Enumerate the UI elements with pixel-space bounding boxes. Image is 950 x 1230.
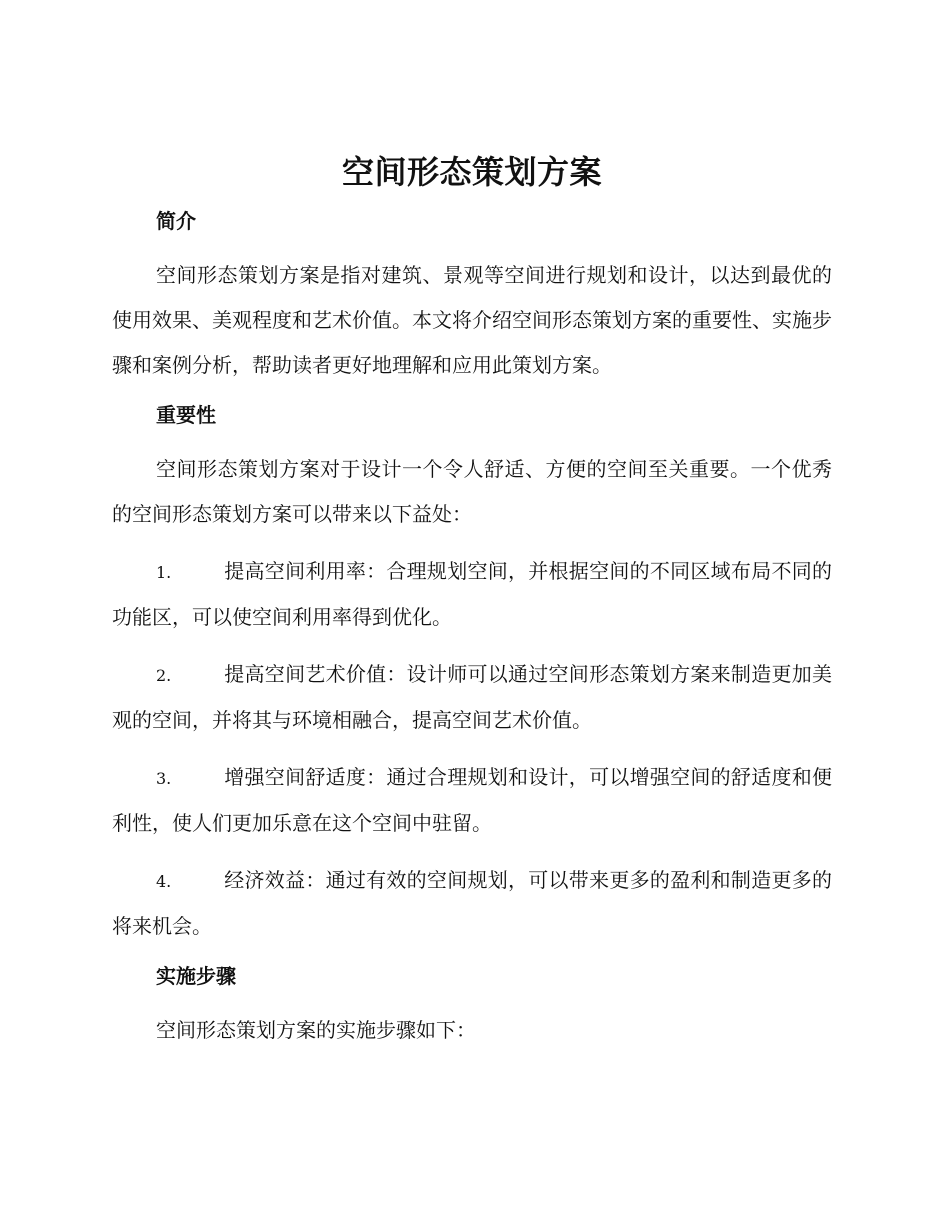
list-item (112, 755, 832, 846)
list-number: 1. (156, 563, 172, 582)
intro-paragraph: 空间形态策划方案是指对建筑、景观等空间进行规划和设计，以达到最优的使用效果、美观程度和艺术价值。本文将介绍空间形态策划方案的重要性、实施步骤和案例分析，帮助读者更好地理解和应用此策划方案。 (112, 263, 832, 377)
list-number: 2. (156, 666, 172, 685)
list-item-text: 提高空间利用率：合理规划空间，并根据空间的不同区域布局不同的功能区，可以使空间利用率得到优化。 (112, 559, 832, 629)
list-item (112, 858, 832, 949)
list-item-text: 提高空间艺术价值：设计师可以通过空间形态策划方案来制造更加美观的空间，并将其与环境相融合，提高空间艺术价值。 (112, 662, 832, 732)
document-body (112, 148, 832, 1053)
section-heading-importance: 重要性 (156, 403, 216, 427)
list-number: 4. (156, 872, 172, 891)
document-title: 空间形态策划方案 (341, 153, 602, 191)
steps-paragraph: 空间形态策划方案的实施步骤如下： (156, 1018, 476, 1042)
list-item-text: 增强空间舒适度：通过合理规划和设计，可以增强空间的舒适度和便利性，使人们更加乐意在这个空间中驻留。 (112, 765, 832, 835)
list-number: 3. (156, 769, 172, 788)
importance-paragraph: 空间形态策划方案对于设计一个令人舒适、方便的空间至关重要。一个优秀的空间形态策划方案可以带来以下益处： (112, 457, 832, 526)
section-heading-steps: 实施步骤 (156, 964, 236, 988)
list-item (112, 652, 832, 743)
list-item-text: 经济效益：通过有效的空间规划，可以带来更多的盈利和制造更多的将来机会。 (112, 868, 832, 938)
list-item (112, 549, 832, 640)
section-heading-intro: 简介 (156, 209, 196, 233)
